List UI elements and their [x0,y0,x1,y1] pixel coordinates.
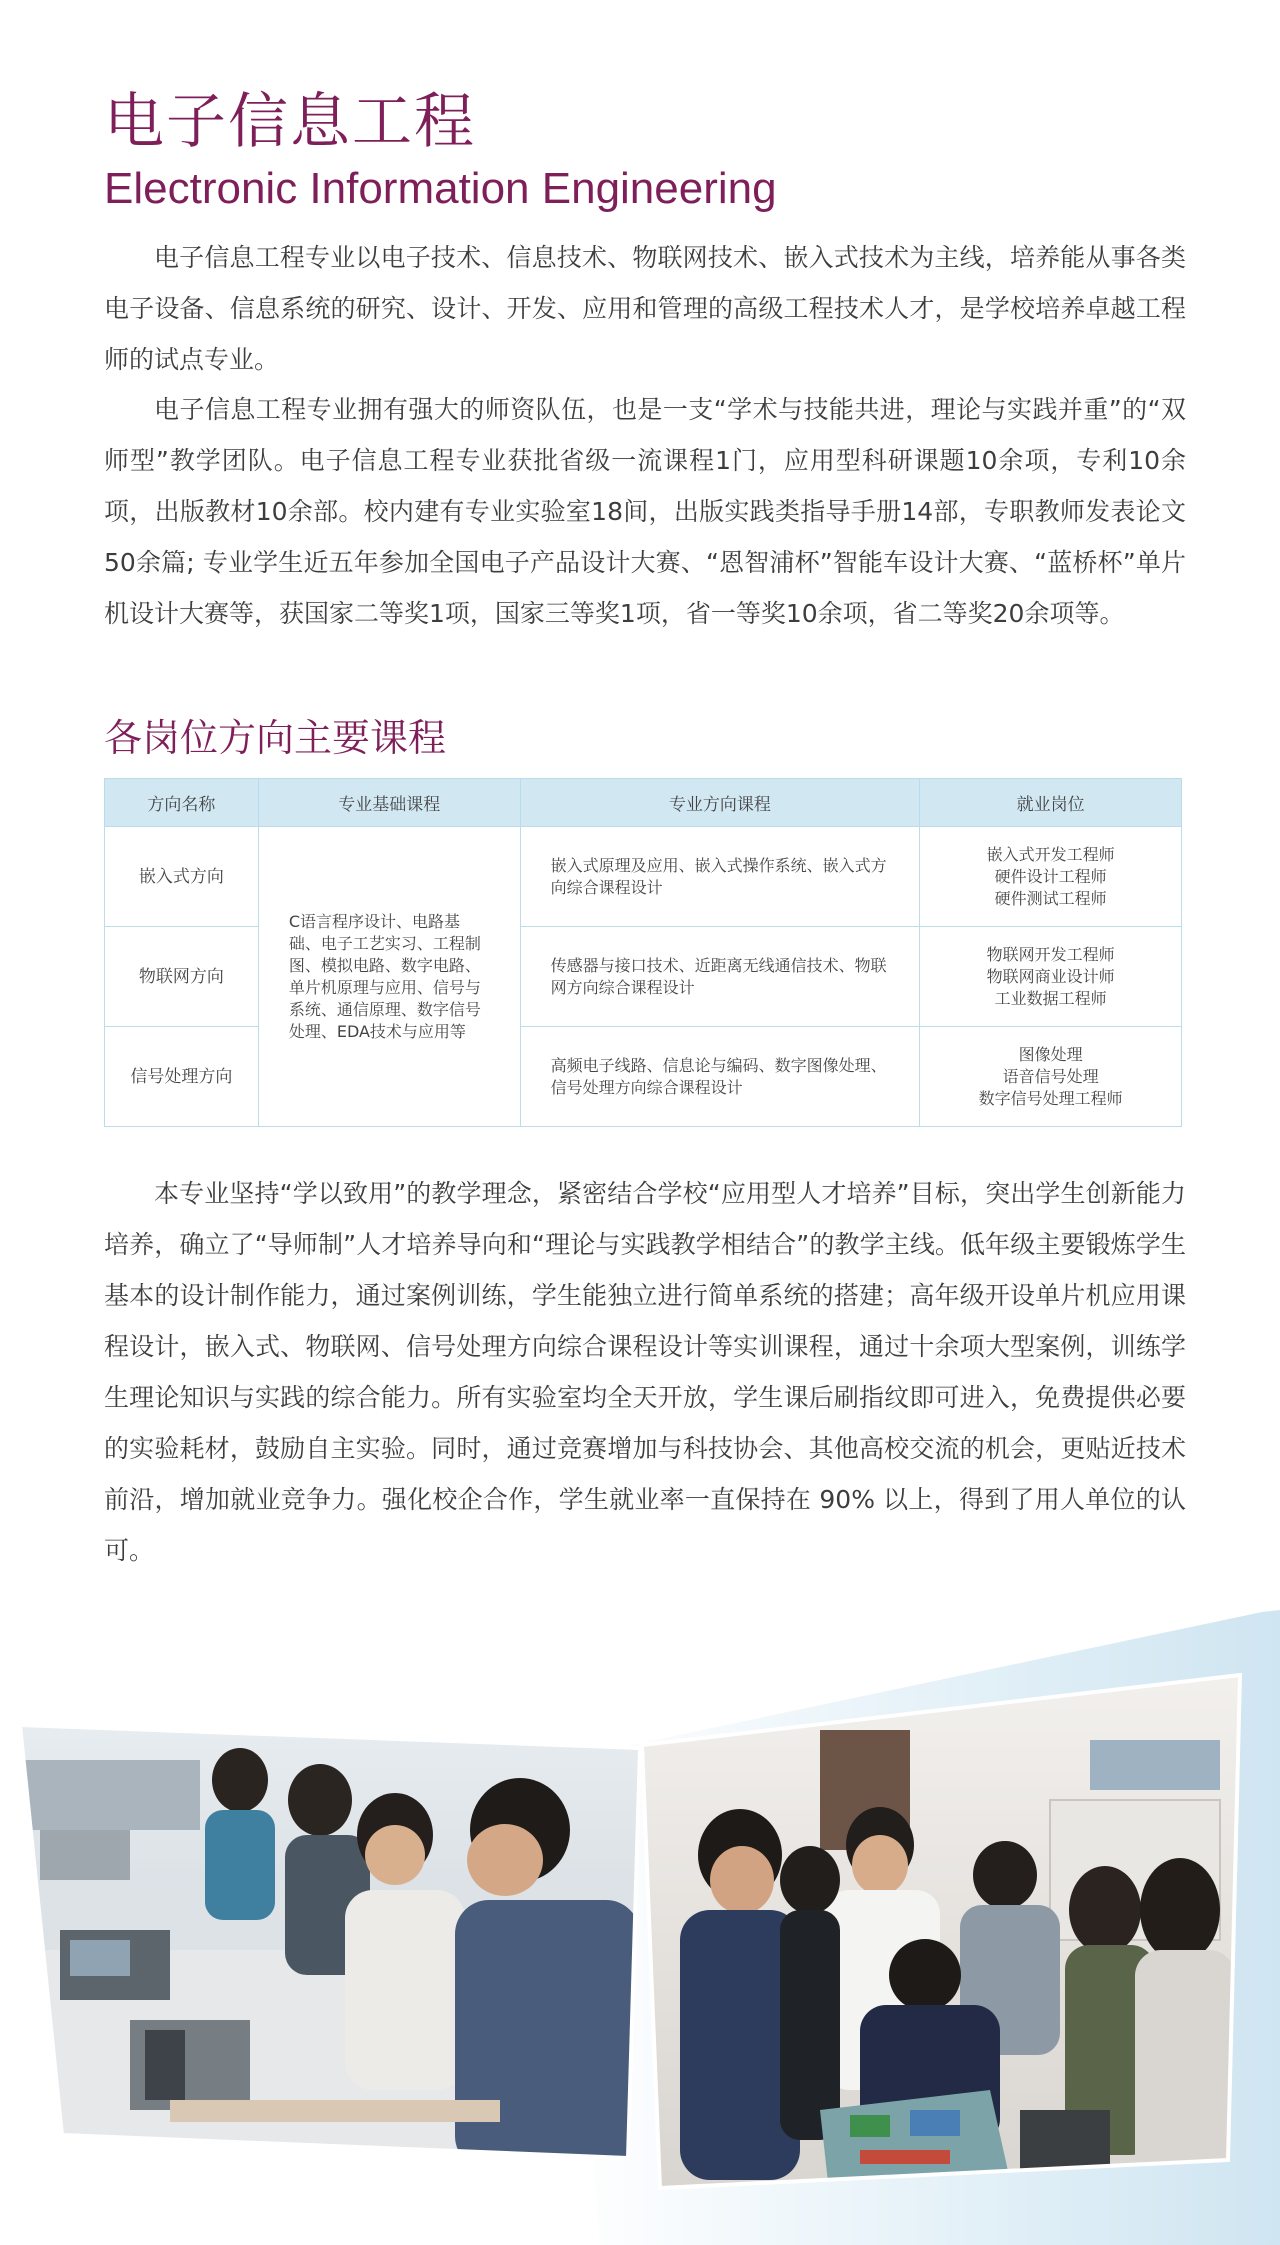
job-item: 图像处理 [1018,1044,1083,1064]
direction-cell: 信号处理方向 [105,1027,259,1127]
header-direction: 方向名称 [105,779,259,827]
job-item: 物联网商业设计师 [986,966,1115,986]
photo-collage [0,1600,1280,2245]
header-jobs: 就业岗位 [920,779,1182,827]
students-around-circuit-board-photo [620,1660,1260,2200]
direction-courses-cell: 嵌入式原理及应用、嵌入式操作系统、嵌入式方向综合课程设计 [520,827,920,927]
table-header-row [105,779,1182,827]
students-at-lab-bench-photo [0,1700,660,2180]
jobs-cell [920,827,1182,927]
job-item: 硬件测试工程师 [994,888,1107,908]
page-subtitle-english: Electronic Information Engineering [104,164,777,213]
direction-cell: 嵌入式方向 [105,827,259,927]
jobs-cell [920,927,1182,1027]
jobs-cell [920,1027,1182,1127]
job-item: 工业数据工程师 [994,988,1107,1008]
direction-courses-cell: 高频电子线路、信息论与编码、数字图像处理、信号处理方向综合课程设计 [520,1027,920,1127]
job-item: 嵌入式开发工程师 [986,844,1115,864]
direction-cell: 物联网方向 [105,927,259,1027]
job-item: 硬件设计工程师 [994,866,1107,886]
closing-paragraph: 本专业坚持“学以致用”的教学理念，紧密结合学校“应用型人才培养”目标，突出学生创新能力培养，确立了“导师制”人才培养导向和“理论与实践教学相结合”的教学主线。低年级主要锻炼学生基本的设计制作能力，通过案例训练，学生能独立进行简单系统的搭建；高年级开设单片机应用课程设计，嵌入式、物联网、信号处理方向综合课程设计等实训课程，通过十余项大型案例，训练学生理论知识与实践的综合能力。所有实验室均全天开放，学生课后刷指纹即可进入，免费提供必要的实验耗材，鼓励自主实验。同时，通过竞赛增加与科技协会、其他高校交流的机会，更贴近技术前沿，增加就业竞争力。强化校企合作，学生就业率一直保持在 90% 以上，得到了用人单位的认可。 [104,1179,1186,1565]
courses-table [104,778,1182,1127]
base-courses-cell: C语言程序设计、电路基础、电子工艺实习、工程制图、模拟电路、数字电路、单片机原理与应用、信号与系统、通信原理、数字信号处理、EDA技术与应用等 [258,827,520,1127]
job-item: 语音信号处理 [1002,1066,1099,1086]
courses-section-title: 各岗位方向主要课程 [104,716,447,760]
intro-paragraph-2: 电子信息工程专业拥有强大的师资队伍，也是一支“学术与技能共进，理论与实践并重”的“双师型”教学团队。电子信息工程专业获批省级一流课程1门，应用型科研课题10余项，专利10余项，出版教材10余部。校内建有专业实验室18间，出版实践类指导手册14部，专职教师发表论文50余篇; 专业学生近五年参加全国电子产品设计大赛、“恩智浦杯”智能车设计大赛、“蓝桥杯”单片机设计大赛等，获国家二等奖1项，国家三等奖1项，省一等奖10余项，省二等奖20余项等。 [104,395,1186,628]
header-direction-courses: 专业方向课程 [520,779,920,827]
intro-paragraph-1: 电子信息工程专业以电子技术、信息技术、物联网技术、嵌入式技术为主线，培养能从事各类电子设备、信息系统的研究、设计、开发、应用和管理的高级工程技术人才，是学校培养卓越工程师的试点专业。 [104,243,1186,374]
header-base-courses: 专业基础课程 [258,779,520,827]
job-item: 数字信号处理工程师 [978,1088,1123,1108]
job-item: 物联网开发工程师 [986,944,1115,964]
page-title: 电子信息工程 [104,87,476,157]
table-row [105,827,1182,927]
direction-courses-cell: 传感器与接口技术、近距离无线通信技术、物联网方向综合课程设计 [520,927,920,1027]
